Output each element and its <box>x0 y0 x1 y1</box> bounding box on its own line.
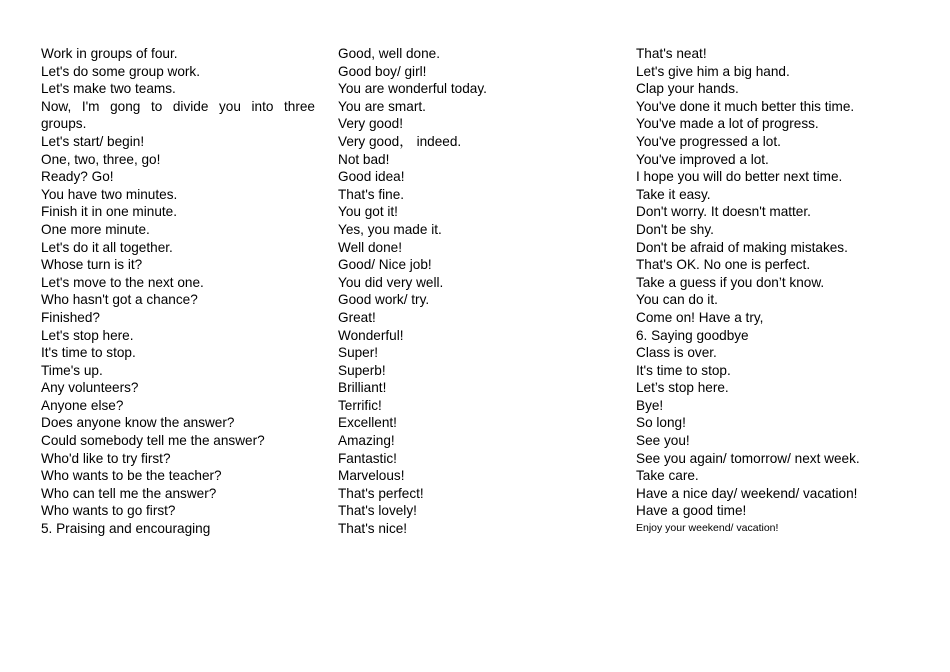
text-line: Who wants to go first? <box>41 503 176 519</box>
text-line: Finish it in one minute. <box>41 204 178 220</box>
section-heading: 6. Saying goodbye <box>636 327 749 343</box>
text-line: That's neat! <box>636 46 707 61</box>
text-line: Good boy/ girl! <box>338 63 427 79</box>
text-line: I hope you will do better next time. <box>636 169 843 185</box>
text-line: You are smart. <box>338 98 426 114</box>
text-line: See you again/ tomorrow/ next week. <box>636 450 860 466</box>
text-line: Take care. <box>636 468 699 484</box>
text-line: Yes, you made it. <box>338 221 442 237</box>
text-line: Excellent! <box>338 415 397 431</box>
text-line: Terrific! <box>338 397 382 413</box>
text-line: That's nice! <box>338 521 408 537</box>
text-line: Let's make two teams. <box>41 81 176 97</box>
section-heading: 5. Praising and encouraging <box>41 521 211 537</box>
text-line: Time's up. <box>41 362 103 378</box>
text-line: You got it! <box>338 204 398 220</box>
text-line: Work in groups of four. <box>41 46 178 61</box>
text-line: Whose turn is it? <box>41 257 143 273</box>
text-line: Come on! Have a try, <box>636 309 764 325</box>
text-line: Who can tell me the answer? <box>41 485 217 501</box>
text-line: One, two, three, go! <box>41 151 161 167</box>
column-left <box>41 45 315 538</box>
text-line: Finished? <box>41 309 100 325</box>
text-line: Let's stop here. <box>41 327 134 343</box>
text-line: Who wants to be the teacher? <box>41 468 222 484</box>
text-line: Good, well done. <box>338 46 441 61</box>
text-line: That's perfect! <box>338 485 424 501</box>
text-line: Super! <box>338 345 379 361</box>
column-right <box>636 45 916 537</box>
text-line: It's time to stop. <box>636 362 731 378</box>
text-line: Superb! <box>338 362 386 378</box>
text-line: Anyone else? <box>41 397 124 413</box>
text-line: That's lovely! <box>338 503 417 519</box>
text-line: One more minute. <box>41 221 150 237</box>
text-line: That's fine. <box>338 186 405 202</box>
text-line: Good/ Nice job! <box>338 257 432 273</box>
text-line: You've progressed a lot. <box>636 133 781 149</box>
text-line: You can do it. <box>636 292 718 308</box>
text-line: You have two minutes. <box>41 186 178 202</box>
text-line: See you! <box>636 433 690 449</box>
text-line: Let's do some group work. <box>41 63 201 79</box>
text-line: Let's give him a big hand. <box>636 63 790 79</box>
text-line: You've made a lot of progress. <box>636 116 819 132</box>
text-line: Who hasn't got a chance? <box>41 292 198 308</box>
text-line: You did very well. <box>338 274 444 290</box>
text-line: So long! <box>636 415 686 431</box>
text-line: It's time to stop. <box>41 345 136 361</box>
text-line: Let's move to the next one. <box>41 274 204 290</box>
column-middle <box>338 45 608 538</box>
text-line: Now, I'm gong to divide you into three groups. <box>41 98 315 132</box>
text-line: Take a guess if you don’t know. <box>636 274 825 290</box>
text-line: You've done it much better this time. <box>636 98 855 114</box>
text-line: Well done! <box>338 239 402 255</box>
text-line: Very good! <box>338 116 403 132</box>
text-line: Don't worry. It doesn't matter. <box>636 204 811 220</box>
text-line: Good work/ try. <box>338 292 430 308</box>
text-line: That's OK. No one is perfect. <box>636 257 811 273</box>
text-line: Enjoy your weekend/ vacation! <box>636 522 779 535</box>
text-line: Don't be shy. <box>636 221 714 237</box>
text-line: Could somebody tell me the answer? <box>41 433 265 449</box>
text-line: Great! <box>338 309 376 325</box>
text-line: Clap your hands. <box>636 81 739 97</box>
text-line: Have a nice day/ weekend/ vacation! <box>636 485 858 501</box>
text-line: Wonderful! <box>338 327 404 343</box>
text-line: Have a good time! <box>636 503 747 519</box>
text-line: Don't be afraid of making mistakes. <box>636 239 848 255</box>
text-line: You are wonderful today. <box>338 81 487 97</box>
text-line: Bye! <box>636 397 664 413</box>
text-line: Fantastic! <box>338 450 397 466</box>
text-line: Who'd like to try first? <box>41 450 171 466</box>
text-line: Let's do it all together. <box>41 239 173 255</box>
text-line: Not bad! <box>338 151 390 167</box>
text-line: Let’s stop here. <box>636 380 729 396</box>
text-line: Let's start/ begin! <box>41 133 145 149</box>
text-line: Very good， indeed. <box>338 133 462 149</box>
text-line: Any volunteers? <box>41 380 139 396</box>
text-line: Amazing! <box>338 433 395 449</box>
text-line: You've improved a lot. <box>636 151 769 167</box>
text-line: Does anyone know the answer? <box>41 415 235 431</box>
text-line: Marvelous! <box>338 468 405 484</box>
text-line: Good idea! <box>338 169 405 185</box>
text-line: Take it easy. <box>636 186 711 202</box>
text-line: Class is over. <box>636 345 717 361</box>
text-line: Ready? Go! <box>41 169 114 185</box>
text-line: Brilliant! <box>338 380 387 396</box>
